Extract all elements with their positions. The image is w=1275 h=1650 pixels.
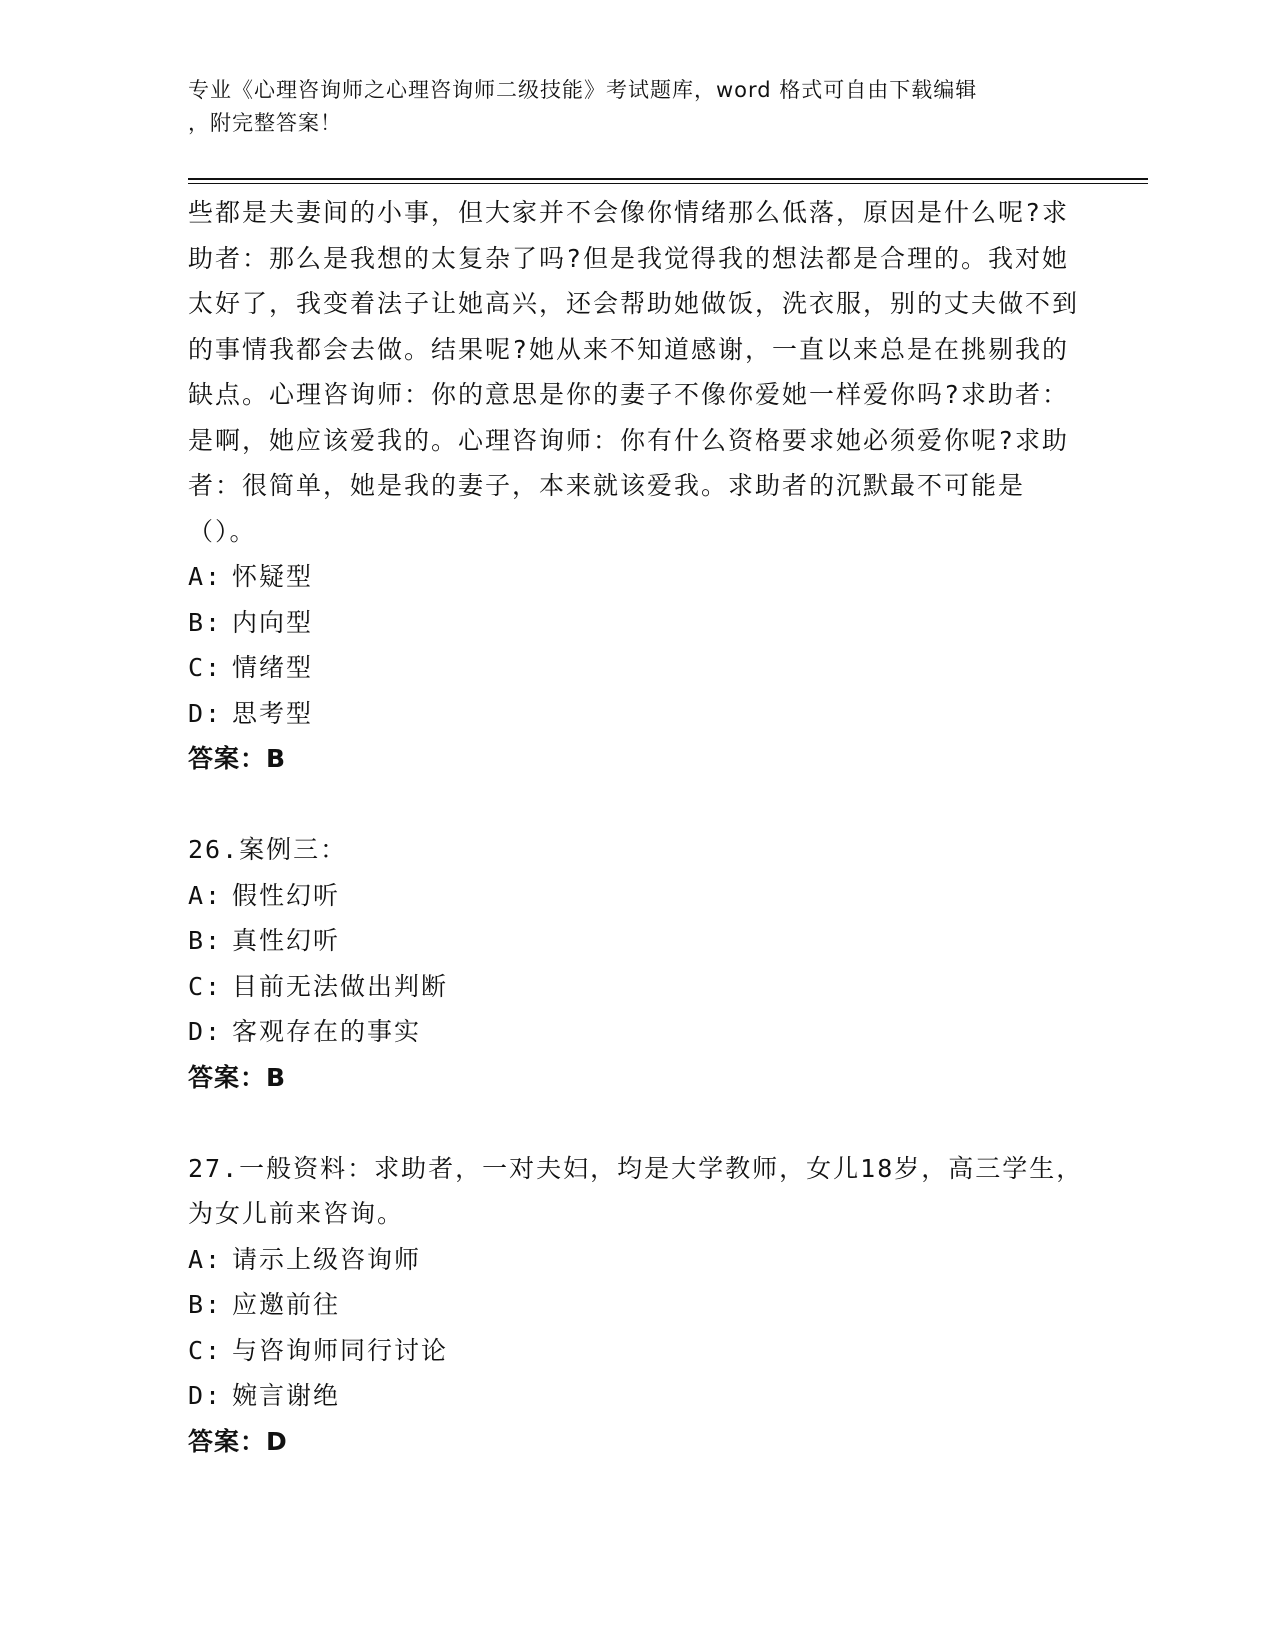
question-25 — [188, 190, 1088, 782]
header-rule-thick — [188, 178, 1148, 180]
option-label: B: — [188, 607, 223, 637]
option-b — [188, 600, 1088, 646]
option-b — [188, 1282, 1088, 1328]
option-text: 请示上级咨询师 — [232, 1244, 422, 1274]
option-text: 内向型 — [232, 607, 314, 637]
option-text: 真性幻听 — [232, 926, 341, 955]
header-rule-thin — [188, 183, 1148, 184]
option-label: C: — [188, 1335, 223, 1365]
option-text: 情绪型 — [232, 653, 314, 682]
option-label: D: — [188, 1381, 223, 1410]
option-c — [188, 964, 1088, 1010]
option-text: 与咨询师同行讨论 — [232, 1335, 449, 1365]
option-text: 目前无法做出判断 — [232, 971, 449, 1001]
option-label: B: — [188, 1290, 223, 1319]
option-text: 婉言谢绝 — [232, 1381, 341, 1410]
question-text: 些都是夫妻间的小事，但大家并不会像你情绪那么低落，原因是什么呢?求助者：那么是我想的太复杂了吗?但是我觉得我的想法都是合理的。我对她太好了，我变着法子让她高兴，还会帮助她做饭，洗衣服，别的丈夫做不到的事情我都会去做。结果呢?她从来不知道感谢，一直以来总是在挑剔我的缺点。心理咨询师：你的意思是你的妻子不像你爱她一样爱你吗?求助者：是啊，她应该爱我的。心理咨询师：你有什么资格要求她必须爱你呢?求助者：很简单，她是我的妻子，本来就该爱我。求助者的沉默最不可能是（）。 — [188, 198, 1080, 546]
option-a — [188, 1237, 1088, 1283]
option-label: C: — [188, 971, 223, 1001]
option-text: 应邀前往 — [232, 1290, 341, 1319]
option-label: B: — [188, 926, 223, 955]
option-text: 怀疑型 — [232, 562, 314, 591]
header-line-2: ，附完整答案！ — [188, 111, 342, 135]
option-label: D: — [188, 698, 223, 728]
header-line-1: 专业《心理咨询师之心理咨询师二级技能》考试题库，word 格式可自由下载编辑 — [188, 78, 978, 102]
question-list — [188, 190, 1088, 1464]
question-text: 27.一般资料：求助者，一对夫妇，均是大学教师，女儿18岁，高三学生，为女儿前来咨询。 — [188, 1153, 1084, 1228]
option-label: A: — [188, 1244, 223, 1274]
option-b — [188, 918, 1088, 964]
option-c — [188, 1328, 1088, 1374]
question-text: 26.案例三： — [188, 835, 348, 864]
spacer — [188, 782, 1088, 828]
answer: 答案：D — [188, 1426, 288, 1456]
option-d — [188, 1009, 1088, 1055]
option-d — [188, 1373, 1088, 1419]
answer: 答案：B — [188, 744, 287, 773]
spacer — [188, 1100, 1088, 1146]
option-text: 客观存在的事实 — [232, 1017, 422, 1046]
option-label: A: — [188, 562, 223, 591]
answer: 答案：B — [188, 1062, 287, 1092]
option-label: D: — [188, 1017, 223, 1046]
page-header — [188, 74, 1068, 140]
question-27 — [188, 1146, 1088, 1465]
option-label: C: — [188, 653, 223, 682]
option-a — [188, 554, 1088, 600]
option-d — [188, 691, 1088, 737]
option-a — [188, 873, 1088, 919]
question-26 — [188, 827, 1088, 1100]
option-label: A: — [188, 880, 223, 910]
option-text: 思考型 — [232, 698, 314, 728]
option-c — [188, 645, 1088, 691]
option-text: 假性幻听 — [232, 880, 341, 910]
